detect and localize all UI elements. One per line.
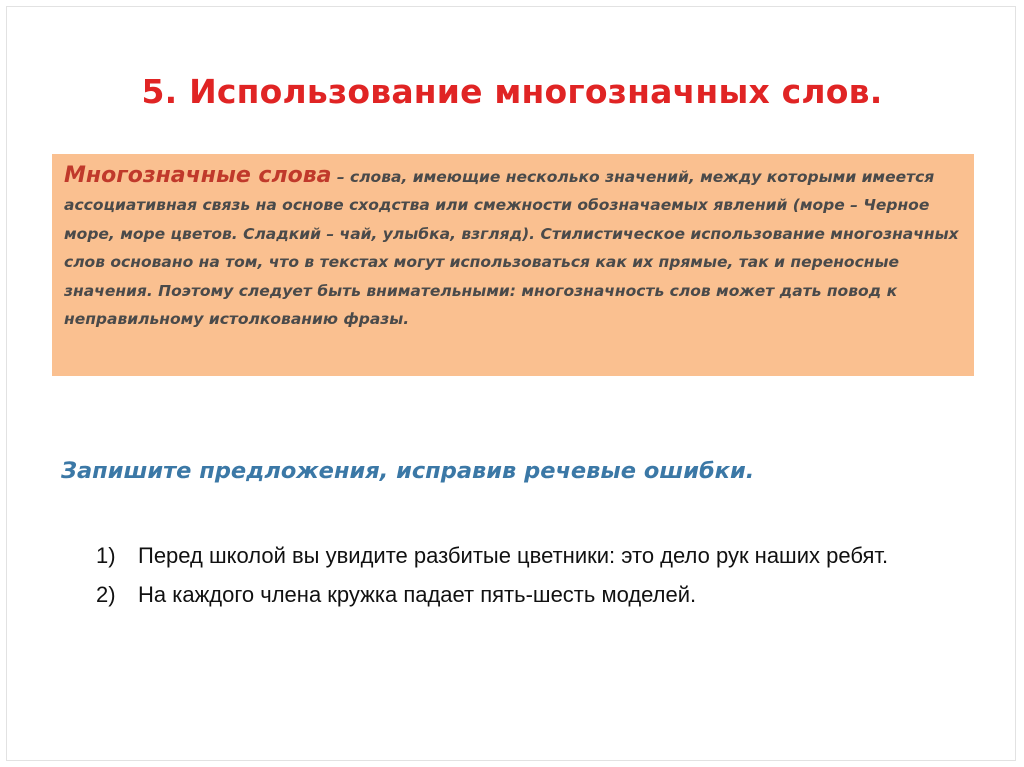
sentence-number: 1) (96, 543, 116, 568)
definition-box (52, 154, 974, 376)
definition-paragraph (64, 162, 962, 333)
slide-frame (6, 6, 1016, 761)
sentence-item (96, 541, 966, 570)
slide-title: 5. Использование многозначных слов. (141, 72, 883, 111)
sentence-text: На каждого члена кружка падает пять-шесть моделей. (138, 582, 697, 607)
sentence-item (96, 580, 966, 609)
sentence-number: 2) (96, 582, 116, 607)
task-heading: Запишите предложения, исправив речевые ошибки. (61, 458, 755, 484)
definition-term: Многозначные слова (64, 163, 332, 188)
sentence-text: Перед школой вы увидите разбитые цветники: это дело рук наших ребят. (138, 543, 889, 568)
sentence-list (96, 541, 966, 619)
definition-body: – слова, имеющие несколько значений, между которыми имеется ассоциативная связь на основе сходства или смежности обозначаемых явлений (море – Черное море, море цветов. Сладкий – чай, улыбка, взгляд). Стилистическое использование многозначных слов основано на том, что в текстах могут использоваться как их прямые, так и переносные значения. Поэтому следует быть внимательными: многозначность слов может дать повод к неправильному истолкованию фразы. (64, 168, 959, 329)
